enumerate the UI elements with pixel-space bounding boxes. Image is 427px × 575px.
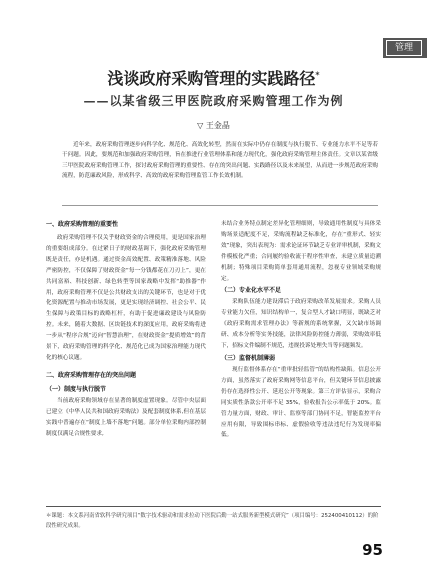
paragraph: 现行监督体系存在“重审批轻监管”的结构性缺陷。信息公开方面，虽然落实了政府采购网等信息平台，但关键环节信息披露仍存在选择性公开、延迟公开等现象。第三方评估显示，采购合同实质性条款公开率不足 35%，验收报告公示率低于 20%。监管力量方面，财政、审计、监察等部门协同不足，智能监控平台应用有限，导致围标串标、虚假验收等违法违纪行为发现率偏低。 bbox=[221, 366, 381, 439]
article-title-text: 浅谈政府采购管理的实践路径 bbox=[107, 69, 316, 88]
footnote-divider bbox=[46, 506, 381, 507]
author-line: ▽ 王金晶 bbox=[197, 121, 230, 130]
abstract: 近年来，政府采购管理逐步向科学化、规范化、高效化转型，然而在实际中仍存在制度与执行脱节、专业能力水平不足等若干问题。因此，要规范和加强政府采购管理，旨在推进行业管理体系和能力现代化，强化政府采购管理主体责任。文章以某省级三甲医院政府采购管理工作，探讨政府采购管理的重要性、存在的突出问题、实践路径以及未来展望，从而进一步规范政府采购流程，防范廉政风险，形成科学、高效的政府采购管理监管工作长效机制。 bbox=[62, 142, 378, 180]
section-heading-2: 二、政府采购管理存在的突出问题 bbox=[46, 371, 137, 379]
paragraph: 政府采购管理不仅关乎财政资金的合理使用，更是国家治理的重要组成部分。在过紧日子的财政基调下，强化政府采购管理既是责任，亦是机遇。通过资金高效配置、政策精准落地、风险严密防控，不仅保障了财政资金“每一分钱都花在刀刃上”，更在共同富裕、科技创新、绿色转型等国家战略中发挥“助推器”作用，政府采购管理不仅是公共财政支出的关键环节，也是对于优化资源配置与推动市场发展，更是实现经济调控、社会公平、民生保障与政策目标的战略杠杆，有助于促进廉政建设与风险防控。未来，随着大数据、区块链技术的深度应用，政府采购将进一步从“程序合规”迈向“智慧治理”，在财政资金“提质增效”的背景下，政府采购管理的科学化、规范化已成为国家治理能力现代化的核心议题。 bbox=[46, 235, 206, 361]
section-heading-1: 一、政府采购管理的重要性 bbox=[46, 221, 119, 228]
subsection-heading: （一）制度与执行脱节 bbox=[46, 385, 107, 393]
article-title bbox=[0, 66, 427, 89]
title-footnote-mark: * bbox=[315, 69, 320, 80]
footnote: ＊课题：本文系河南省软科学研究项目“数字技术驱动和需求拉动下医院后勤一站式服务新型模式研究”（项目编号：252400410112）的阶段性研究成果。 bbox=[46, 513, 379, 529]
left-column bbox=[46, 219, 206, 440]
page-number: 95 bbox=[362, 541, 383, 559]
right-column bbox=[221, 219, 381, 441]
section-tab bbox=[383, 38, 427, 58]
section-tab-label: 管理 bbox=[386, 40, 422, 56]
article-subtitle: ——以某省级三甲医院政府采购管理工作为例 bbox=[83, 94, 344, 108]
subsection-heading: （二）专业化水平不足 bbox=[221, 287, 282, 295]
subsection-heading: （三）监督机制薄弱 bbox=[221, 354, 276, 362]
paragraph: 当前政府采购领域存在显著的制度虚置现象。尽管中央层面已建立《中华人民共和国政府采购法》及配套制度体系,但在基层实践中普遍存在“制度上墙不落地”问题。部分单位采购内部控制制度仅满足合规性要求, bbox=[46, 397, 206, 437]
paragraph: 未结合业务特点制定差异化管理细则，导致通用性制度与具体采购场景适配度不足，采购流程缺乏标准化，存在“重形式、轻实效”现象，突出表现为：需求论证环节缺乏专业评审机制，采购文件模板化严重；合同履约验收流于程序性审查，未建立质量追溯机制；特殊项目采购简单套用通用流程，忽视专业领域采购规定。 bbox=[221, 221, 381, 282]
abstract-divider bbox=[62, 205, 378, 206]
paragraph: 采购队伍能力建设滞后于政府采购改革发展需求。采购人员专业能力欠佳，知识结构单一，复合型人才缺口明显，既缺乏对《政府采购需求管理办法》等新规的系统掌握，又欠缺市场调研、成本分析等实务技能，法律风险防控能力薄弱，采购效率低下，招标文件编制不规范，违规投诉处理失当等问题频发。 bbox=[221, 299, 381, 350]
